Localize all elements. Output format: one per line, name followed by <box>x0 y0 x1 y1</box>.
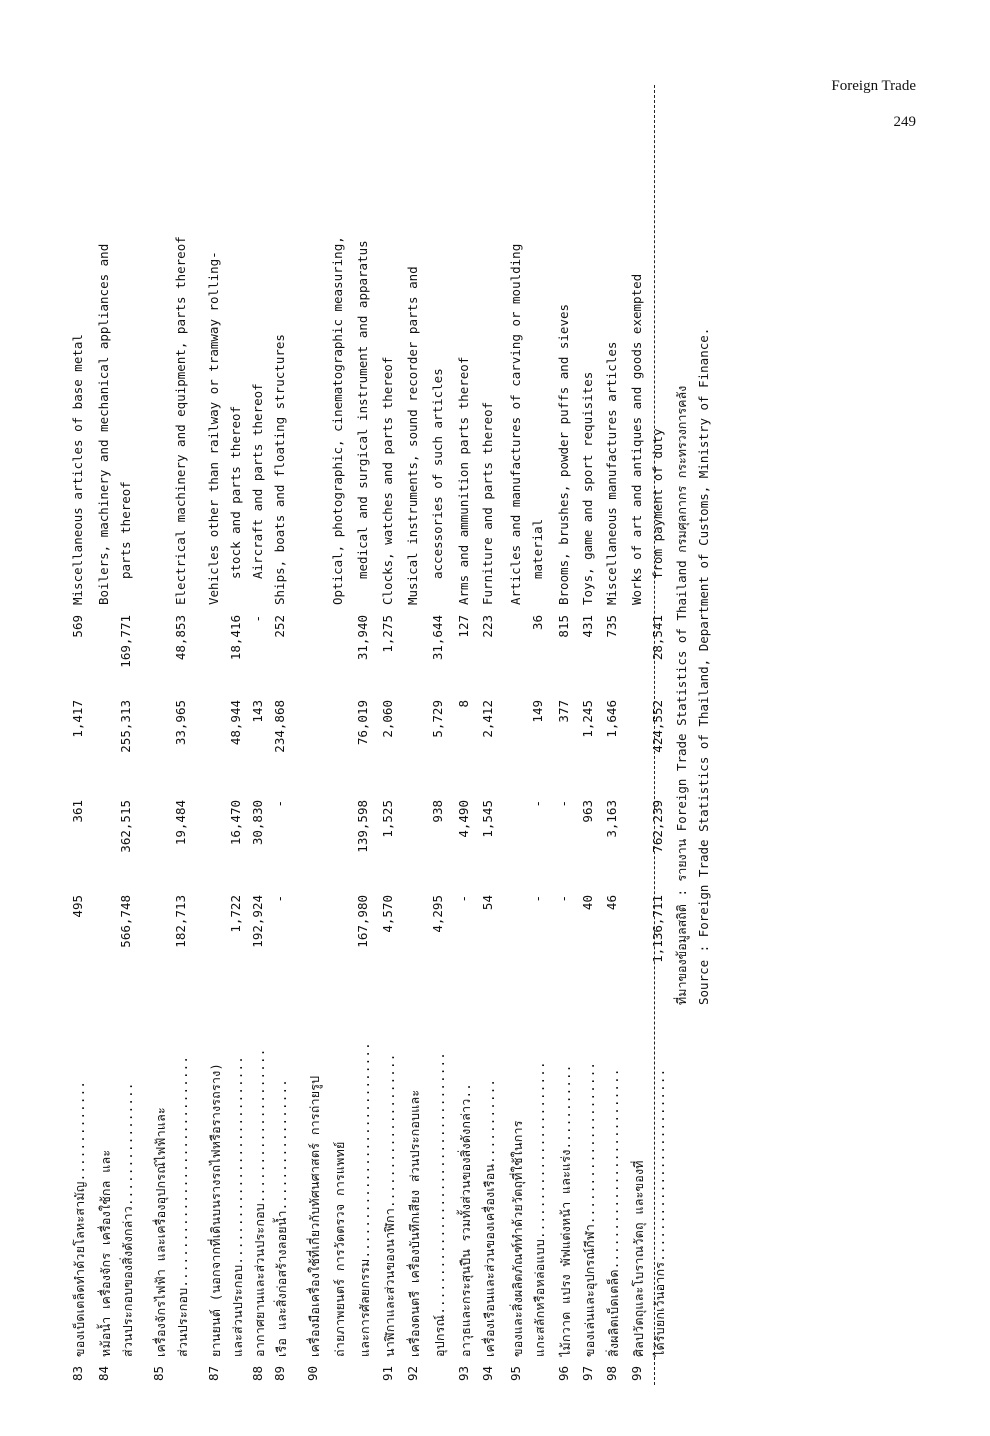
thai-description: เครื่องเรือนและส่วนของเครื่องเรือน........... <box>482 1078 497 1357</box>
thai-description: เครื่องดนตรี เครื่องบันทึกเสียง ส่วนประกอบและ <box>407 1089 422 1357</box>
thai-description: หม้อน้ำ เครื่องจักร เครื่องใช้กล และ <box>98 1149 113 1357</box>
value-col-3: 234,868 <box>272 700 287 753</box>
value-col-1: 40 <box>580 895 595 911</box>
table-row <box>118 85 138 1385</box>
hs-code: 83 <box>70 1365 85 1381</box>
value-col-1: 495 <box>70 895 85 918</box>
table-row <box>629 85 649 1385</box>
english-description: Musical instruments, sound recorder parts and <box>405 266 420 605</box>
value-col-1: 566,748 <box>118 895 133 948</box>
value-col-3: 143 <box>250 700 265 723</box>
table-row <box>650 85 670 1385</box>
english-description: stock and parts thereof <box>228 405 243 579</box>
value-col-4: 223 <box>480 615 495 638</box>
table-row <box>580 85 600 1385</box>
thai-description: ส่วนประกอบของสิ่งดังกล่าว................ <box>120 1082 135 1357</box>
value-col-4: 31,940 <box>355 615 370 661</box>
thai-description: ไม้กวาด แปรง พัฟแต่งหน้า และแร่ง........... <box>558 1064 573 1357</box>
value-col-4: 815 <box>556 615 571 638</box>
hs-code: 95 <box>508 1365 523 1381</box>
value-col-3: 1,646 <box>604 700 619 738</box>
english-description: Miscellaneous manufactures articles <box>604 341 619 605</box>
table-row <box>480 85 500 1385</box>
thai-description: นาฬิกาและส่วนของนาฬิกา.................... <box>382 1053 397 1357</box>
value-col-2: - <box>272 800 287 808</box>
english-description: Brooms, brushes, powder puffs and sieves <box>556 303 571 605</box>
thai-description: และส่วนประกอบ........................... <box>230 1056 245 1357</box>
source-thai: ที่มาของข้อมูลสถิติ : รายงาน Foreign Trade Statistics of Thailand กรมศุลกากร กระทรวงการคลัง <box>674 385 689 1005</box>
thai-description: อุปกรณ์.................................. <box>432 1052 447 1357</box>
hs-code: 92 <box>405 1365 420 1381</box>
hs-code: 94 <box>480 1365 495 1381</box>
english-description: Vehicles other than railway or tramway rolling- <box>206 251 221 605</box>
value-col-2: 30,830 <box>250 800 265 846</box>
value-col-2: 362,515 <box>118 800 133 853</box>
value-col-1: 182,713 <box>173 895 188 948</box>
thai-description: ส่วนประกอบ.............................. <box>175 1055 190 1357</box>
value-col-1: 4,295 <box>430 895 445 933</box>
value-col-1: 54 <box>480 895 495 911</box>
page-header-title: Foreign Trade <box>831 78 916 94</box>
value-col-2: 16,470 <box>228 800 243 846</box>
value-col-3: 377 <box>556 700 571 723</box>
value-col-3: 8 <box>456 700 471 708</box>
table-row <box>228 85 248 1385</box>
table-row <box>405 85 425 1385</box>
hs-code: 90 <box>305 1365 320 1381</box>
table-row <box>250 85 270 1385</box>
thai-description: เรือ และสิ่งก่อสร้างลอยน้ำ................. <box>274 1079 289 1357</box>
thai-description: อาวุธและกระสุนปืน รวมทั้งส่วนของสิ่งดังกล่าว.. <box>458 1083 473 1357</box>
english-description: Toys, game and sport requisites <box>580 371 595 605</box>
value-col-1: 4,570 <box>380 895 395 933</box>
thai-description: เครื่องมือเครื่องใช้ที่เกี่ยวกับทัศนศาสตร์ การถ่ายรูป <box>307 1075 322 1357</box>
thai-description: อากาศยานและส่วนประกอบ.................... <box>252 1048 267 1357</box>
value-col-3: 255,313 <box>118 700 133 753</box>
value-col-3: 424,552 <box>650 700 665 753</box>
page-number: 249 <box>893 114 916 130</box>
value-col-2: 938 <box>430 800 445 823</box>
value-col-2: - <box>530 800 545 808</box>
table-row <box>456 85 476 1385</box>
value-col-2: 19,484 <box>173 800 188 846</box>
hs-code: 93 <box>456 1365 471 1381</box>
hs-code: 96 <box>556 1365 571 1381</box>
english-description: Optical, photographic, cinematographic measuring, <box>330 236 345 605</box>
thai-description: และการศัลยกรรม............................ <box>357 1042 372 1357</box>
thai-description: ศิลปวัตถุและโบราณวัตถุ และของที่ <box>631 1160 646 1357</box>
table-row <box>206 85 226 1385</box>
table-row <box>70 85 90 1385</box>
table-row <box>355 85 375 1385</box>
hs-code: 84 <box>96 1365 111 1381</box>
table-row <box>173 85 193 1385</box>
table-row <box>430 85 450 1385</box>
english-description: Arms and ammunition parts thereof <box>456 356 471 605</box>
english-description: Clocks, watches and parts thereof <box>380 356 395 605</box>
value-col-4: 569 <box>70 615 85 638</box>
value-col-1: 1,722 <box>228 895 243 933</box>
english-description: parts thereof <box>118 481 133 579</box>
table-row <box>508 85 528 1385</box>
thai-description: ได้รับยกเว้นอากร......................... <box>652 1068 667 1357</box>
thai-description: ของและสิ่งผลิตภัณฑ์ทำด้วยวัตถุที่ใช้ในการ <box>510 1120 525 1357</box>
table-row <box>380 85 400 1385</box>
english-description: accessories of such articles <box>430 368 445 579</box>
value-col-3: 48,944 <box>228 700 243 746</box>
table-row <box>96 85 116 1385</box>
value-col-2: 361 <box>70 800 85 823</box>
english-description: Aircraft and parts thereof <box>250 383 265 579</box>
value-col-1: 1,136,711 <box>650 895 665 963</box>
value-col-4: 36 <box>530 615 545 631</box>
hs-code: 87 <box>206 1365 221 1381</box>
table-row <box>330 85 350 1385</box>
english-description: medical and surgical instrument and apparatus <box>355 240 370 579</box>
value-col-3: 2,060 <box>380 700 395 738</box>
english-description: Articles and manufactures of carving or moulding <box>508 243 523 605</box>
value-col-2: 1,525 <box>380 800 395 838</box>
value-col-3: 1,417 <box>70 700 85 738</box>
hs-code: 97 <box>580 1365 595 1381</box>
value-col-2: - <box>556 800 571 808</box>
value-col-1: - <box>272 895 287 903</box>
value-col-4: 127 <box>456 615 471 638</box>
value-col-2: 3,163 <box>604 800 619 838</box>
table-row <box>272 85 292 1385</box>
table-row <box>151 85 171 1385</box>
value-col-4: 18,416 <box>228 615 243 661</box>
thai-description: ยานยนต์ (นอกจากที่เดินบนรางรถไฟหรือรางรถราง) <box>208 1062 223 1357</box>
table-row <box>556 85 576 1385</box>
value-col-4: 1,275 <box>380 615 395 653</box>
english-description: Miscellaneous articles of base metal <box>70 334 85 605</box>
value-col-2: 762,239 <box>650 800 665 853</box>
hs-code: 89 <box>272 1365 287 1381</box>
value-col-2: 139,598 <box>355 800 370 853</box>
thai-description: ของเล่นและอุปกรณ์กีฬา..................... <box>582 1061 597 1357</box>
value-col-1: 167,980 <box>355 895 370 948</box>
rotated-trade-table <box>60 85 940 1385</box>
value-col-3: 5,729 <box>430 700 445 738</box>
value-col-2: 963 <box>580 800 595 823</box>
source-english: Source : Foreign Trade Statistics of Thailand, Department of Customs, Ministry of Finance. <box>696 327 711 1005</box>
table-row <box>305 85 325 1385</box>
english-description: Electrical machinery and equipment, parts thereof <box>173 236 188 605</box>
table-row <box>604 85 624 1385</box>
english-description: Furniture and parts thereof <box>480 401 495 605</box>
value-col-1: 46 <box>604 895 619 911</box>
hs-code: 85 <box>151 1365 166 1381</box>
value-col-1: 192,924 <box>250 895 265 948</box>
thai-description: สิ่งผลิตเบ็ดเตล็ด.......................... <box>606 1068 621 1357</box>
english-description: Works of art and antiques and goods exempted <box>629 273 644 605</box>
value-col-4: 28,541 <box>650 615 665 661</box>
value-col-1: - <box>556 895 571 903</box>
value-col-4: 48,853 <box>173 615 188 661</box>
english-description: Ships, boats and floating structures <box>272 334 287 605</box>
value-col-4: 431 <box>580 615 595 638</box>
english-description: Boilers, machinery and mechanical appliances and <box>96 243 111 605</box>
value-col-3: 33,965 <box>173 700 188 746</box>
thai-description: ถ่ายภาพยนตร์ การวัดตรวจ การแพทย์ <box>332 1141 347 1357</box>
table-row <box>530 85 550 1385</box>
value-col-3: 2,412 <box>480 700 495 738</box>
value-col-2: 4,490 <box>456 800 471 838</box>
hs-code: 98 <box>604 1365 619 1381</box>
value-col-3: 76,019 <box>355 700 370 746</box>
value-col-3: 149 <box>530 700 545 723</box>
value-col-4: - <box>250 615 265 623</box>
value-col-3: 1,245 <box>580 700 595 738</box>
value-col-2: 1,545 <box>480 800 495 838</box>
value-col-1: - <box>530 895 545 903</box>
value-col-4: 31,644 <box>430 615 445 661</box>
hs-code: 91 <box>380 1365 395 1381</box>
value-col-4: 735 <box>604 615 619 638</box>
value-col-4: 252 <box>272 615 287 638</box>
value-col-1: - <box>456 895 471 903</box>
english-description: material <box>530 518 545 579</box>
table-divider <box>654 85 655 1385</box>
english-description: from payment of duty <box>650 428 665 579</box>
thai-description: แกะสลักหรือหล่อแบบ....................... <box>532 1061 547 1357</box>
hs-code: 88 <box>250 1365 265 1381</box>
thai-description: ของเบ็ดเตล็ดทำด้วยโลหะสามัญ............. <box>72 1080 87 1357</box>
value-col-4: 169,771 <box>118 615 133 668</box>
thai-description: เครื่องจักรไฟฟ้า และเครื่องอุปกรณ์ไฟฟ้าและ <box>153 1107 168 1357</box>
hs-code: 99 <box>629 1365 644 1381</box>
